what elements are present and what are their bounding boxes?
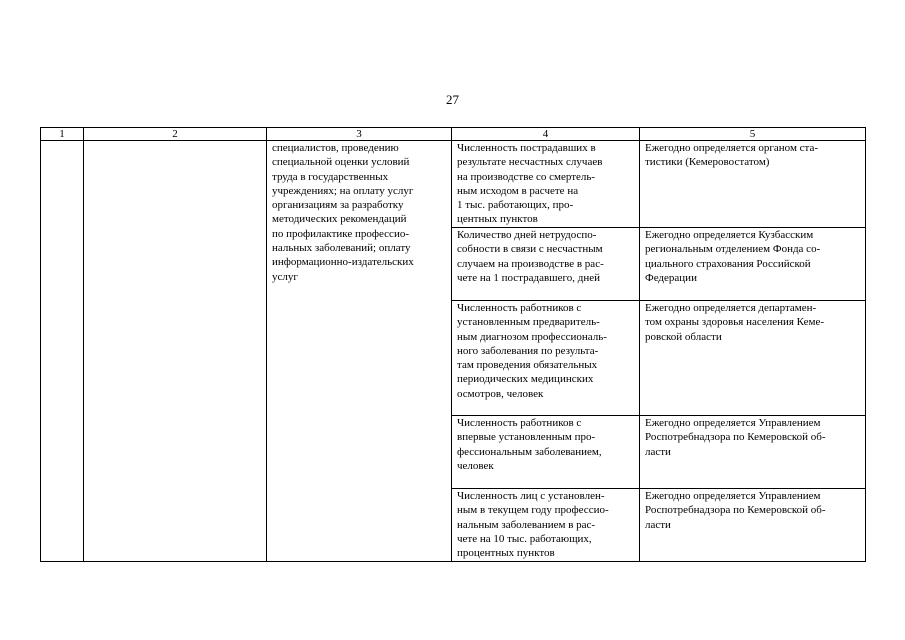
- indicator-cell: Численность работников с впервые установленным про- фессиональным заболеванием, человек: [452, 416, 640, 489]
- source-cell: Ежегодно определяется Управлением Роспотребнадзора по Кемеровской об- ласти: [640, 416, 866, 489]
- source-cell: Ежегодно определяется Управлением Роспотребнадзора по Кемеровской об- ласти: [640, 489, 866, 562]
- page-number: 27: [446, 92, 459, 107]
- table-header-row: [41, 128, 866, 141]
- table-row: [41, 141, 866, 228]
- source-cell: Ежегодно определяется органом ста- тистики (Кемеровостатом): [640, 141, 866, 228]
- column-header-1: 1: [41, 128, 84, 141]
- source-cell: Ежегодно определяется департамен- том охраны здоровья населения Кеме- ровской области: [640, 301, 866, 416]
- column-header-3: 3: [267, 128, 452, 141]
- col1-cell: [41, 141, 84, 562]
- indicator-cell: Численность пострадавших в результате несчастных случаев на производстве со смертель- ным исходом в расчете на 1 тыс. работающих, про- центных пунктов: [452, 141, 640, 228]
- indicator-cell: Численность работников с установленным предваритель- ным диагнозом профессиональ- ного заболевания по результа- там проведения обязательных периодических медицинских осмотров, человек: [452, 301, 640, 416]
- column-header-4: 4: [452, 128, 640, 141]
- source-cell: Ежегодно определяется Кузбасским региональным отделением Фонда со- циального страхования Российской Федерации: [640, 228, 866, 301]
- funding-description-cell: специалистов, проведению специальной оценки условий труда в государственных учреждениях; на оплату услуг организациям за разработку методических рекомендаций по профилактике профессио- нальных заболеваний; оплату информационно-издательских услуг: [267, 141, 452, 562]
- indicator-cell: Количество дней нетрудоспо- собности в связи с несчастным случаем на производстве в рас- чете на 1 пострадавшего, дней: [452, 228, 640, 301]
- indicator-cell: Численность лиц с установлен- ным в текущем году профессио- нальным заболеванием в рас- чете на 10 тыс. работающих, процентных пунктов: [452, 489, 640, 562]
- indicators-table: [40, 127, 866, 562]
- column-header-2: 2: [84, 128, 267, 141]
- col2-cell: [84, 141, 267, 562]
- column-header-5: 5: [640, 128, 866, 141]
